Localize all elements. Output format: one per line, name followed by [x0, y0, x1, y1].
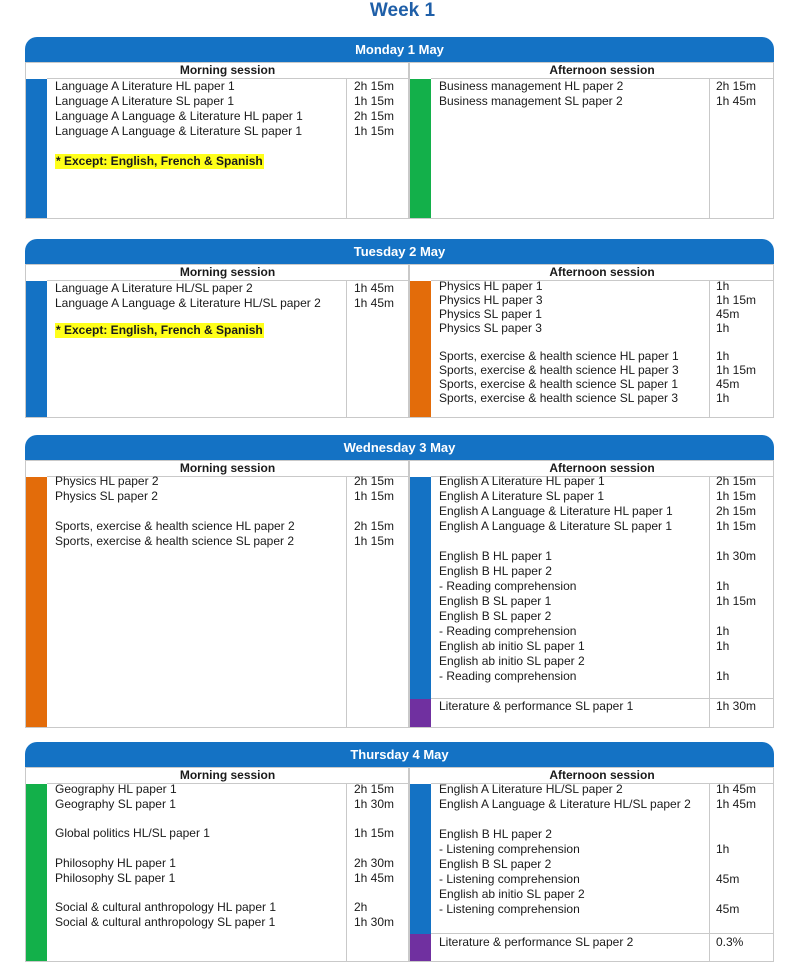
session-color-bar — [410, 281, 431, 417]
week-title: Week 1 — [369, 0, 436, 21]
session-title: Morning session — [47, 265, 408, 281]
exam-subject: Social & cultural anthropology SL paper 1 — [55, 915, 276, 929]
exam-subject: Business management HL paper 2 — [439, 79, 624, 93]
exam-duration: 45m — [716, 902, 740, 916]
exam-duration: 1h 45m — [716, 797, 757, 811]
exam-subject: English ab initio SL paper 1 — [439, 639, 585, 653]
exam-subject: Literature & performance SL paper 1 — [439, 699, 634, 713]
session-color-bar — [410, 79, 431, 218]
morning-session — [25, 767, 409, 962]
exception-note: * Except: English, French & Spanish — [56, 323, 263, 337]
exam-duration: 2h 15m — [354, 519, 395, 533]
exam-subject: Language A Literature SL paper 1 — [55, 94, 235, 108]
exam-duration: 2h 15m — [716, 79, 757, 93]
exam-duration: 45m — [716, 872, 740, 886]
session-title: Afternoon session — [431, 265, 773, 281]
exam-duration: 1h 45m — [716, 782, 757, 796]
morning-session — [25, 264, 409, 418]
exam-duration: 45m — [716, 307, 740, 321]
exam-subject: English A Literature HL paper 1 — [439, 474, 605, 488]
exam-subject: English B SL paper 2 — [439, 609, 552, 623]
exam-subject: Physics HL paper 3 — [439, 293, 543, 307]
exam-duration: 2h 30m — [354, 856, 395, 870]
row-divider — [431, 933, 773, 934]
exam-duration: 1h 15m — [716, 293, 757, 307]
exam-subject: English A Language & Literature HL/SL paper 2 — [439, 797, 691, 811]
exam-subject: English ab initio SL paper 2 — [439, 654, 585, 668]
exam-subject: - Listening comprehension — [439, 872, 580, 886]
session-title: Morning session — [47, 63, 408, 79]
morning-session — [25, 62, 409, 219]
exam-subject: Sports, exercise & health science HL paper 2 — [55, 519, 295, 533]
exam-subject: Global politics HL/SL paper 1 — [55, 826, 210, 840]
afternoon-session — [409, 460, 774, 728]
exam-subject: Language A Literature HL/SL paper 2 — [55, 281, 253, 295]
duration-column-divider — [346, 784, 347, 961]
exam-duration: 45m — [716, 377, 740, 391]
exam-duration: 2h 15m — [354, 782, 395, 796]
exam-duration: 1h 30m — [354, 915, 395, 929]
session-title: Morning session — [47, 768, 408, 784]
exam-subject: - Reading comprehension — [439, 579, 577, 593]
day-thursday — [25, 742, 774, 962]
exam-subject: Sports, exercise & health science HL paper 3 — [439, 363, 679, 377]
exam-subject: Physics SL paper 1 — [439, 307, 542, 321]
exam-duration: 2h 15m — [716, 504, 757, 518]
exam-duration: 1h 15m — [354, 489, 395, 503]
session-color-bar — [26, 784, 47, 961]
exam-subject: Literature & performance SL paper 2 — [439, 935, 634, 949]
exam-subject: Language A Language & Literature HL/SL paper 2 — [55, 296, 321, 310]
exam-duration: 1h — [716, 624, 730, 638]
duration-column-divider — [346, 281, 347, 417]
exam-duration: 1h — [716, 579, 730, 593]
exam-subject: English ab initio SL paper 2 — [439, 887, 585, 901]
duration-column-divider — [346, 79, 347, 218]
exam-duration: 1h 15m — [354, 94, 395, 108]
session-title: Afternoon session — [431, 63, 773, 79]
exam-subject: Geography HL paper 1 — [55, 782, 177, 796]
exam-subject: Language A Language & Literature HL paper 1 — [55, 109, 303, 123]
exam-subject: English A Literature HL/SL paper 2 — [439, 782, 623, 796]
afternoon-session — [409, 62, 774, 219]
exam-duration: 1h 15m — [354, 534, 395, 548]
duration-column-divider — [346, 477, 347, 727]
exam-subject: English B HL paper 2 — [439, 827, 552, 841]
exam-duration: 1h — [716, 391, 730, 405]
day-header: Thursday 4 May — [25, 742, 774, 767]
exam-subject: English A Literature SL paper 1 — [439, 489, 604, 503]
exam-duration: 2h 15m — [354, 474, 395, 488]
exam-subject: Business management SL paper 2 — [439, 94, 623, 108]
exam-subject: Physics HL paper 1 — [439, 279, 543, 293]
exam-subject: - Reading comprehension — [439, 669, 577, 683]
exam-duration: 1h — [716, 842, 730, 856]
session-color-bar — [26, 281, 47, 417]
session-color-bar — [410, 477, 431, 699]
exam-subject: Physics SL paper 3 — [439, 321, 542, 335]
exam-subject: - Listening comprehension — [439, 902, 580, 916]
exam-duration: 1h 15m — [716, 363, 757, 377]
exam-subject: Social & cultural anthropology HL paper 1 — [55, 900, 277, 914]
exam-duration: 2h — [354, 900, 368, 914]
day-tuesday — [25, 239, 774, 418]
day-monday — [25, 37, 774, 219]
session-title: Afternoon session — [431, 461, 773, 477]
exam-duration: 1h 30m — [354, 797, 395, 811]
exam-duration: 1h 15m — [716, 519, 757, 533]
exam-duration: 1h 15m — [716, 489, 757, 503]
exception-note: * Except: English, French & Spanish — [56, 154, 263, 168]
exam-duration: 0.3% — [716, 935, 744, 949]
exam-subject: English A Language & Literature SL paper 1 — [439, 519, 673, 533]
exam-subject: Philosophy SL paper 1 — [55, 871, 176, 885]
exam-duration: 1h 45m — [354, 871, 395, 885]
duration-column-divider — [709, 784, 710, 961]
exam-duration: 1h — [716, 669, 730, 683]
duration-column-divider — [709, 477, 710, 727]
exam-duration: 1h 30m — [716, 549, 757, 563]
exam-duration: 1h 30m — [716, 699, 757, 713]
exam-subject: - Listening comprehension — [439, 842, 580, 856]
exam-duration: 1h 15m — [716, 594, 757, 608]
exam-subject: Sports, exercise & health science HL paper 1 — [439, 349, 679, 363]
exam-duration: 1h — [716, 349, 730, 363]
day-header: Tuesday 2 May — [25, 239, 774, 264]
exam-subject: Sports, exercise & health science SL paper 3 — [439, 391, 679, 405]
morning-session — [25, 460, 409, 728]
day-header: Wednesday 3 May — [25, 435, 774, 460]
exam-duration: 1h — [716, 639, 730, 653]
exam-subject: English A Language & Literature HL paper 1 — [439, 504, 673, 518]
duration-column-divider — [709, 79, 710, 218]
afternoon-session — [409, 264, 774, 418]
exam-subject: English B SL paper 2 — [439, 857, 552, 871]
day-header: Monday 1 May — [25, 37, 774, 62]
exam-subject: Physics HL paper 2 — [55, 474, 159, 488]
exam-subject: English B HL paper 2 — [439, 564, 552, 578]
exam-duration: 1h 45m — [354, 281, 395, 295]
afternoon-session — [409, 767, 774, 962]
exam-subject: English B SL paper 1 — [439, 594, 552, 608]
exam-subject: Geography SL paper 1 — [55, 797, 176, 811]
exam-subject: Sports, exercise & health science SL paper 2 — [55, 534, 295, 548]
exam-duration: 1h 45m — [354, 296, 395, 310]
session-title: Afternoon session — [431, 768, 773, 784]
day-wednesday — [25, 435, 774, 728]
exam-subject: Language A Language & Literature SL paper 1 — [55, 124, 303, 138]
exam-duration: 1h — [716, 279, 730, 293]
session-color-bar — [26, 79, 47, 218]
exam-subject: English B HL paper 1 — [439, 549, 552, 563]
exam-duration: 1h 15m — [354, 124, 395, 138]
exam-subject: Language A Literature HL paper 1 — [55, 79, 235, 93]
exam-subject: Physics SL paper 2 — [55, 489, 158, 503]
exam-subject: - Reading comprehension — [439, 624, 577, 638]
exam-duration: 2h 15m — [354, 79, 395, 93]
extra-color-bar — [410, 699, 431, 727]
session-title: Morning session — [47, 461, 408, 477]
session-color-bar — [410, 784, 431, 934]
exam-subject: Philosophy HL paper 1 — [55, 856, 176, 870]
duration-column-divider — [709, 281, 710, 417]
session-color-bar — [26, 477, 47, 727]
exam-duration: 2h 15m — [716, 474, 757, 488]
exam-duration: 1h 15m — [354, 826, 395, 840]
extra-color-bar — [410, 934, 431, 961]
exam-duration: 2h 15m — [354, 109, 395, 123]
exam-duration: 1h — [716, 321, 730, 335]
exam-duration: 1h 45m — [716, 94, 757, 108]
exam-subject: Sports, exercise & health science SL paper 1 — [439, 377, 679, 391]
